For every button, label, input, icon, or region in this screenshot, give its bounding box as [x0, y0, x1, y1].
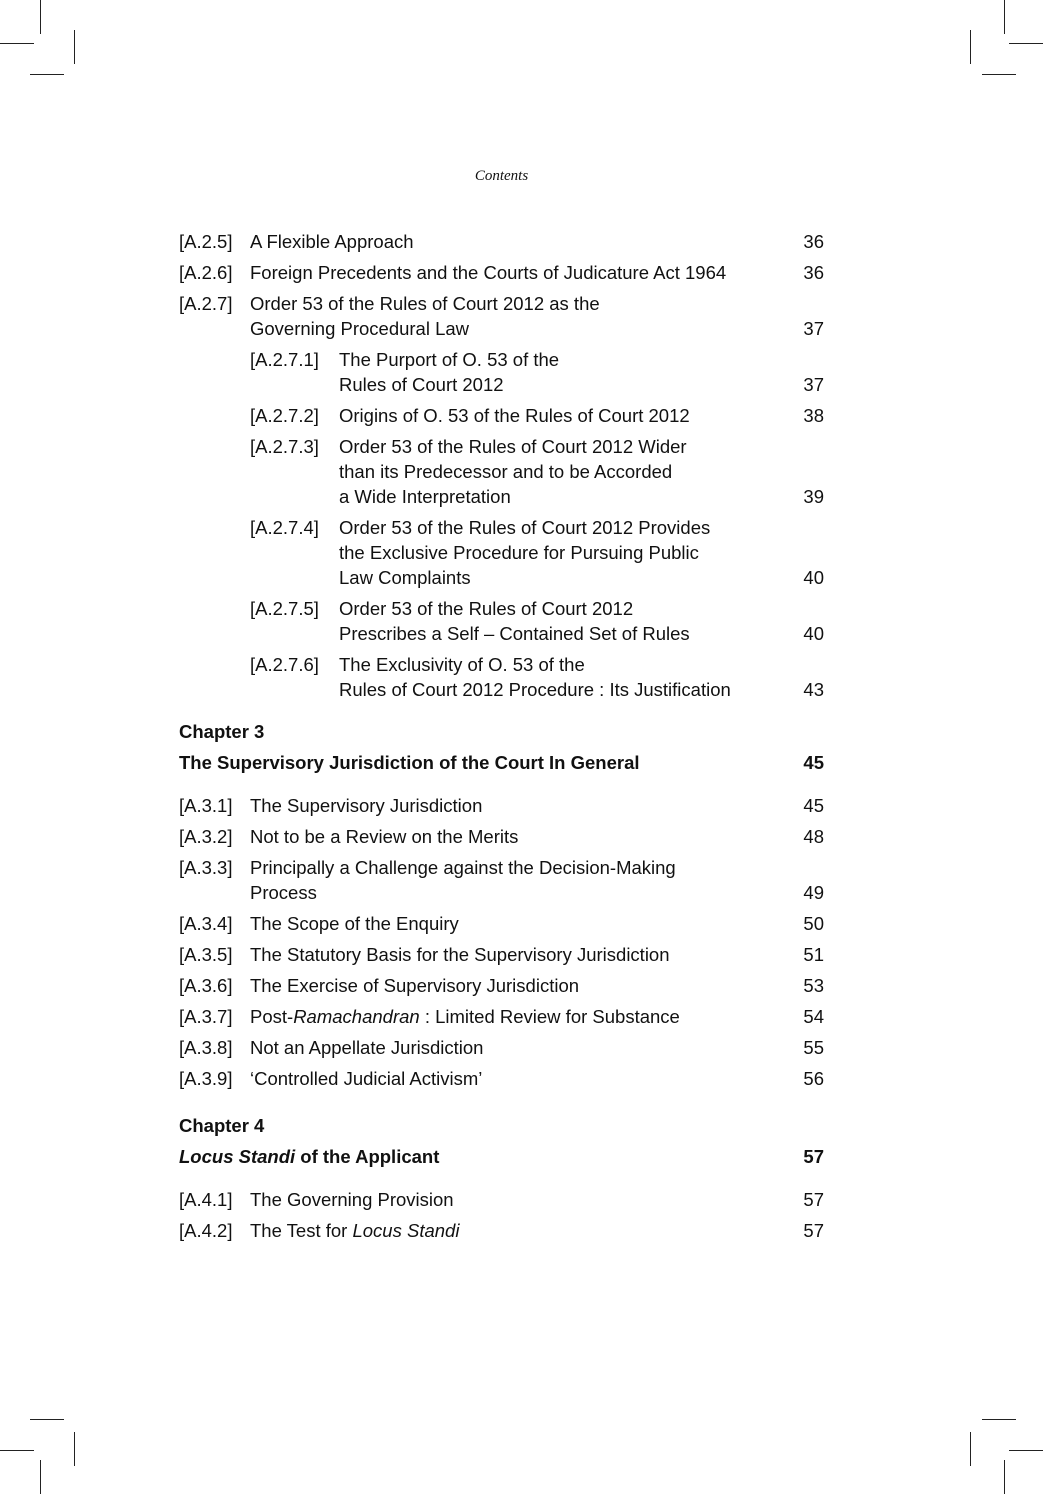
entry-title-line: Process: [250, 882, 317, 903]
entry-title: A Flexible Approach: [250, 231, 414, 252]
page-number: 40: [803, 567, 824, 588]
entry-title-line: the Exclusive Procedure for Pursuing Public: [339, 542, 699, 563]
entry-title: [250, 1004, 764, 1029]
toc-entry[interactable]: [179, 793, 824, 818]
page-number: 50: [803, 913, 824, 934]
entry-number: [A.2.7.3]: [250, 436, 319, 457]
page-number: 39: [803, 486, 824, 507]
toc-subentry[interactable]: [179, 347, 824, 397]
entry-number: [A.3.1]: [179, 795, 233, 816]
entry-title: [339, 652, 784, 702]
entry-number: [A.3.6]: [179, 975, 233, 996]
entry-title: [339, 434, 764, 509]
entry-number: [A.2.7.4]: [250, 517, 319, 538]
page-number: 55: [803, 1037, 824, 1058]
entry-title: ‘Controlled Judicial Activism’: [250, 1068, 483, 1089]
page-number: 36: [803, 231, 824, 252]
entry-title: [250, 291, 764, 341]
entry-title-line: The Purport of O. 53 of the: [339, 349, 560, 370]
toc-entry[interactable]: [179, 1035, 824, 1060]
toc-entry[interactable]: [179, 291, 824, 341]
page-number: 49: [803, 882, 824, 903]
crop-mark: [30, 1419, 64, 1420]
chapter-label: Chapter 4: [179, 1115, 265, 1136]
entry-title-line: Origins of O. 53 of the Rules of Court 2012: [339, 405, 690, 426]
toc-entry[interactable]: [179, 973, 824, 998]
crop-mark: [1009, 43, 1043, 44]
page-number: 37: [803, 318, 824, 339]
crop-mark: [970, 1432, 971, 1466]
entry-number: [A.3.8]: [179, 1037, 233, 1058]
entry-title-line: Order 53 of the Rules of Court 2012 Provides: [339, 517, 711, 538]
page-number: 51: [803, 944, 824, 965]
entry-number: [A.2.7.2]: [250, 405, 319, 426]
toc-entry[interactable]: [179, 260, 824, 285]
toc-subentry[interactable]: [179, 434, 824, 509]
page-number: 48: [803, 826, 824, 847]
page-number: 37: [803, 374, 824, 395]
toc-entry[interactable]: [179, 824, 824, 849]
chapter-heading[interactable]: [179, 1144, 824, 1169]
entry-title-line: The Exclusivity of O. 53 of the: [339, 654, 585, 675]
entry-title: The Supervisory Jurisdiction: [250, 795, 483, 816]
entry-number: [A.2.7.5]: [250, 598, 319, 619]
entry-title-line: Prescribes a Self – Contained Set of Rules: [339, 623, 690, 644]
crop-mark: [40, 0, 41, 34]
entry-title: Foreign Precedents and the Courts of Judicature Act 1964: [250, 262, 727, 283]
entry-title-line: Order 53 of the Rules of Court 2012 as the: [250, 293, 600, 314]
entry-number: [A.2.5]: [179, 231, 233, 252]
chapter-heading[interactable]: [179, 750, 824, 775]
entry-number: [A.4.2]: [179, 1220, 233, 1241]
toc-entry[interactable]: [179, 229, 824, 254]
entry-title: The Exercise of Supervisory Jurisdiction: [250, 975, 580, 996]
entry-title: [250, 855, 764, 905]
chapter-label: Chapter 3: [179, 721, 265, 742]
crop-mark: [74, 1432, 75, 1466]
toc-entry[interactable]: [179, 1004, 824, 1029]
entry-title-line: than its Predecessor and to be Accorded: [339, 461, 673, 482]
entry-title-line: Order 53 of the Rules of Court 2012 Wider: [339, 436, 687, 457]
entry-title-line: Rules of Court 2012 Procedure : Its Justification: [339, 679, 731, 700]
entry-title: Not to be a Review on the Merits: [250, 826, 519, 847]
page-number: 36: [803, 262, 824, 283]
entry-title: [339, 515, 764, 590]
entry-number: [A.2.7.6]: [250, 654, 319, 675]
entry-title: [339, 347, 764, 397]
entry-title-line: Rules of Court 2012: [339, 374, 504, 395]
toc-subentry[interactable]: [179, 596, 824, 646]
crop-mark: [970, 30, 971, 64]
entry-number: [A.3.2]: [179, 826, 233, 847]
entry-title: Not an Appellate Jurisdiction: [250, 1037, 484, 1058]
entry-number: [A.2.7.1]: [250, 349, 319, 370]
page-number: 53: [803, 975, 824, 996]
entry-title-italic: Locus Standi: [352, 1220, 460, 1241]
entry-title-line: Governing Procedural Law: [250, 318, 470, 339]
page-number: 45: [803, 795, 824, 816]
page-number: 57: [803, 1220, 824, 1241]
entry-title-prefix: Post-: [250, 1006, 294, 1027]
toc-subentry[interactable]: [179, 652, 824, 702]
entry-title-line: Principally a Challenge against the Decision-Making: [250, 857, 676, 878]
entry-number: [A.2.7]: [179, 293, 233, 314]
entry-title: The Governing Provision: [250, 1189, 454, 1210]
running-head: Contents: [474, 168, 529, 184]
toc-subentry[interactable]: [179, 403, 824, 428]
crop-mark: [0, 1450, 34, 1451]
crop-mark: [1004, 0, 1005, 34]
chapter-page-number: 57: [803, 1146, 824, 1167]
crop-mark: [30, 74, 64, 75]
entry-number: [A.3.9]: [179, 1068, 233, 1089]
entry-number: [A.3.3]: [179, 857, 233, 878]
page-number: 38: [803, 405, 824, 426]
entry-title-line: Order 53 of the Rules of Court 2012: [339, 598, 634, 619]
crop-mark: [1009, 1450, 1043, 1451]
crop-mark: [40, 1460, 41, 1494]
entry-title-line: Law Complaints: [339, 567, 471, 588]
entry-title: The Statutory Basis for the Supervisory Jurisdiction: [250, 944, 670, 965]
entry-title-line: a Wide Interpretation: [339, 486, 511, 507]
chapter-title: The Supervisory Jurisdiction of the Court In General: [179, 752, 640, 773]
toc-subentry[interactable]: [179, 515, 824, 590]
chapter-page-number: 45: [803, 752, 824, 773]
page-number: 43: [803, 679, 824, 700]
table-of-contents: [179, 229, 824, 1249]
entry-number: [A.3.7]: [179, 1006, 233, 1027]
entry-title-italic: Ramachandran: [293, 1006, 420, 1027]
toc-entry[interactable]: [179, 1187, 824, 1212]
entry-title: [339, 403, 764, 428]
crop-mark: [0, 43, 34, 44]
chapter-title: of the Applicant: [295, 1146, 440, 1167]
chapter-title-italic: Locus Standi: [179, 1146, 296, 1167]
entry-title-suffix: : Limited Review for Substance: [419, 1006, 680, 1027]
entry-title: The Scope of the Enquiry: [250, 913, 459, 934]
page-number: 57: [803, 1189, 824, 1210]
toc-entry[interactable]: [179, 855, 824, 905]
toc-entry[interactable]: [179, 911, 824, 936]
entry-title-prefix: The Test for: [250, 1220, 353, 1241]
crop-mark: [982, 74, 1016, 75]
crop-mark: [1004, 1460, 1005, 1494]
crop-mark: [74, 30, 75, 64]
entry-number: [A.2.6]: [179, 262, 233, 283]
entry-number: [A.3.4]: [179, 913, 233, 934]
entry-title: [339, 596, 764, 646]
entry-title: [250, 1218, 764, 1243]
toc-entry[interactable]: [179, 1066, 824, 1091]
toc-entry[interactable]: [179, 942, 824, 967]
entry-number: [A.3.5]: [179, 944, 233, 965]
entry-number: [A.4.1]: [179, 1189, 233, 1210]
page-number: 54: [803, 1006, 824, 1027]
toc-entry[interactable]: [179, 1218, 824, 1243]
crop-mark: [982, 1419, 1016, 1420]
page-number: 40: [803, 623, 824, 644]
page-number: 56: [803, 1068, 824, 1089]
